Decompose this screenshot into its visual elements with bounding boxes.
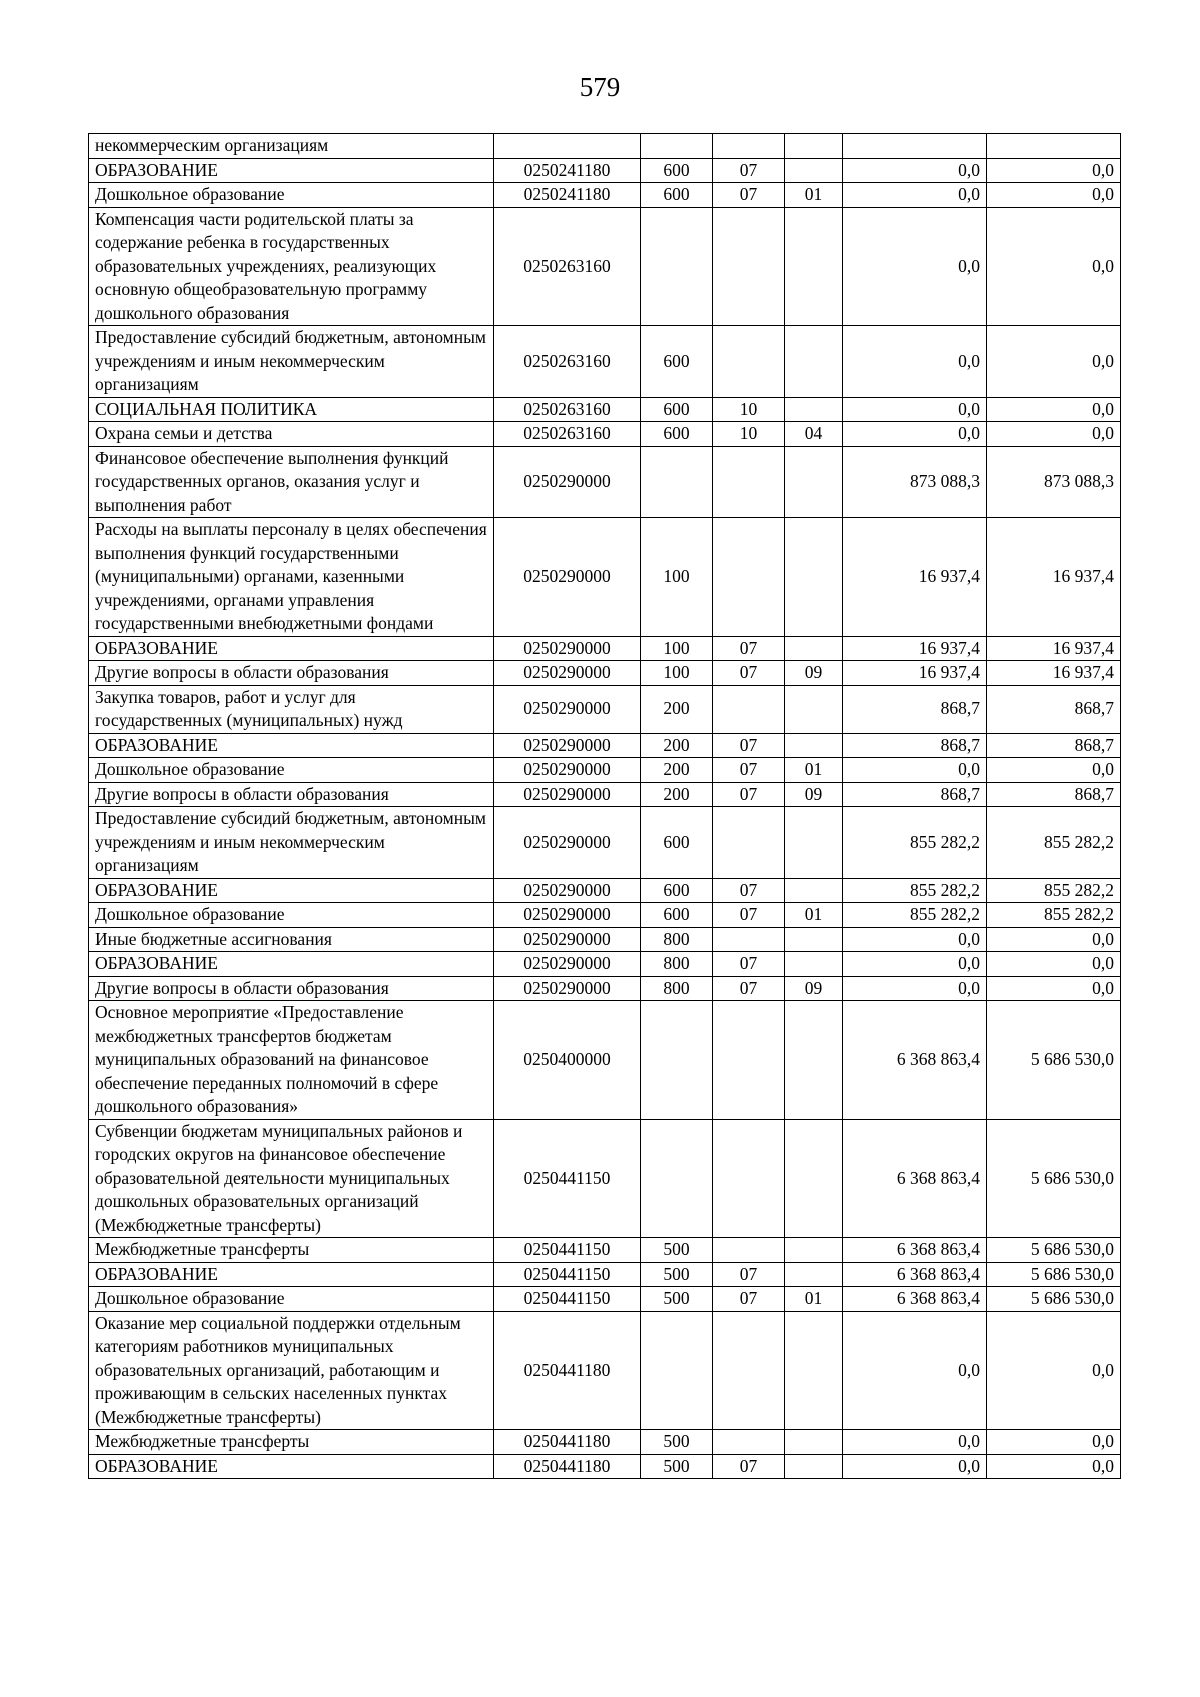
- amount-first: 855 282,2: [843, 807, 987, 879]
- subsection-code: 09: [785, 661, 843, 686]
- row-name: Дошкольное образование: [89, 183, 494, 208]
- section-code: [713, 326, 785, 398]
- section-code: 07: [713, 758, 785, 783]
- subsection-code: [785, 1119, 843, 1238]
- amount-first: 0,0: [843, 1311, 987, 1430]
- amount-first: 16 937,4: [843, 661, 987, 686]
- amount-first: 0,0: [843, 927, 987, 952]
- amount-second: 855 282,2: [987, 903, 1121, 928]
- target-article-code: 0250290000: [494, 733, 641, 758]
- amount-second: 0,0: [987, 927, 1121, 952]
- table-row: [89, 1119, 1121, 1238]
- target-article-code: 0250400000: [494, 1001, 641, 1120]
- section-code: [713, 1001, 785, 1120]
- subsection-code: 01: [785, 758, 843, 783]
- amount-second: 0,0: [987, 326, 1121, 398]
- table-body: [89, 134, 1121, 1479]
- target-article-code: 0250290000: [494, 952, 641, 977]
- amount-second: 868,7: [987, 782, 1121, 807]
- table-row: [89, 1311, 1121, 1430]
- amount-second: 873 088,3: [987, 446, 1121, 518]
- row-name: Дошкольное образование: [89, 903, 494, 928]
- amount-second: 16 937,4: [987, 518, 1121, 637]
- table-row: [89, 782, 1121, 807]
- row-name: Межбюджетные трансферты: [89, 1430, 494, 1455]
- amount-first: [843, 134, 987, 159]
- section-code: [713, 1430, 785, 1455]
- expense-type-code: [641, 446, 713, 518]
- row-name: ОБРАЗОВАНИЕ: [89, 1262, 494, 1287]
- target-article-code: 0250263160: [494, 397, 641, 422]
- amount-second: 0,0: [987, 158, 1121, 183]
- subsection-code: [785, 878, 843, 903]
- row-name: СОЦИАЛЬНАЯ ПОЛИТИКА: [89, 397, 494, 422]
- section-code: 07: [713, 636, 785, 661]
- section-code: 07: [713, 782, 785, 807]
- row-name: Субвенции бюджетам муниципальных районов и городских округов на финансовое обеспечение образовательной деятельности муниципальных дошкольных образовательных организаций (Межбюджетные трансферты): [89, 1119, 494, 1238]
- amount-second: 0,0: [987, 1430, 1121, 1455]
- amount-first: 16 937,4: [843, 636, 987, 661]
- expense-type-code: 500: [641, 1262, 713, 1287]
- expense-type-code: 200: [641, 782, 713, 807]
- table-row: [89, 733, 1121, 758]
- expense-type-code: 600: [641, 158, 713, 183]
- expense-type-code: 600: [641, 903, 713, 928]
- target-article-code: 0250441180: [494, 1454, 641, 1479]
- row-name: ОБРАЗОВАНИЕ: [89, 878, 494, 903]
- expense-type-code: 600: [641, 878, 713, 903]
- subsection-code: [785, 134, 843, 159]
- amount-first: 868,7: [843, 733, 987, 758]
- expense-type-code: 100: [641, 661, 713, 686]
- amount-second: 0,0: [987, 976, 1121, 1001]
- expense-type-code: [641, 134, 713, 159]
- expense-type-code: 500: [641, 1430, 713, 1455]
- amount-first: 0,0: [843, 758, 987, 783]
- row-name: Дошкольное образование: [89, 1287, 494, 1312]
- target-article-code: 0250441150: [494, 1238, 641, 1263]
- target-article-code: 0250290000: [494, 446, 641, 518]
- row-name: Финансовое обеспечение выполнения функций государственных органов, оказания услуг и выполнения работ: [89, 446, 494, 518]
- table-row: [89, 1454, 1121, 1479]
- row-name: Охрана семьи и детства: [89, 422, 494, 447]
- section-code: [713, 1311, 785, 1430]
- amount-second: 0,0: [987, 422, 1121, 447]
- amount-second: 868,7: [987, 685, 1121, 733]
- target-article-code: 0250263160: [494, 422, 641, 447]
- section-code: 07: [713, 976, 785, 1001]
- target-article-code: 0250290000: [494, 685, 641, 733]
- section-code: [713, 1119, 785, 1238]
- target-article-code: 0250290000: [494, 878, 641, 903]
- amount-first: 6 368 863,4: [843, 1287, 987, 1312]
- amount-first: 6 368 863,4: [843, 1238, 987, 1263]
- amount-first: 16 937,4: [843, 518, 987, 637]
- table-row: [89, 158, 1121, 183]
- target-article-code: 0250241180: [494, 158, 641, 183]
- subsection-code: [785, 518, 843, 637]
- row-name: Основное мероприятие «Предоставление межбюджетных трансфертов бюджетам муниципальных образований на финансовое обеспечение переданных полномочий в сфере дошкольного образования»: [89, 1001, 494, 1120]
- table-row: [89, 661, 1121, 686]
- expense-type-code: 500: [641, 1287, 713, 1312]
- target-article-code: 0250290000: [494, 661, 641, 686]
- row-name: Межбюджетные трансферты: [89, 1238, 494, 1263]
- amount-second: 868,7: [987, 733, 1121, 758]
- row-name: Предоставление субсидий бюджетным, автономным учреждениям и иным некоммерческим организациям: [89, 807, 494, 879]
- amount-second: 16 937,4: [987, 636, 1121, 661]
- row-name: Дошкольное образование: [89, 758, 494, 783]
- expense-type-code: 600: [641, 807, 713, 879]
- section-code: 07: [713, 1262, 785, 1287]
- amount-second: 0,0: [987, 952, 1121, 977]
- expense-type-code: 800: [641, 927, 713, 952]
- amount-second: 5 686 530,0: [987, 1119, 1121, 1238]
- subsection-code: [785, 807, 843, 879]
- amount-second: 5 686 530,0: [987, 1262, 1121, 1287]
- target-article-code: 0250290000: [494, 518, 641, 637]
- subsection-code: [785, 1454, 843, 1479]
- target-article-code: 0250290000: [494, 976, 641, 1001]
- amount-second: 0,0: [987, 183, 1121, 208]
- section-code: [713, 685, 785, 733]
- expense-type-code: [641, 1311, 713, 1430]
- section-code: 07: [713, 661, 785, 686]
- expense-type-code: 800: [641, 952, 713, 977]
- amount-first: 6 368 863,4: [843, 1262, 987, 1287]
- expense-type-code: [641, 1119, 713, 1238]
- target-article-code: 0250441180: [494, 1311, 641, 1430]
- row-name: Другие вопросы в области образования: [89, 661, 494, 686]
- subsection-code: [785, 1311, 843, 1430]
- amount-second: 0,0: [987, 397, 1121, 422]
- amount-second: 0,0: [987, 207, 1121, 326]
- subsection-code: 01: [785, 183, 843, 208]
- subsection-code: [785, 733, 843, 758]
- section-code: 07: [713, 878, 785, 903]
- amount-first: 0,0: [843, 1454, 987, 1479]
- amount-first: 0,0: [843, 1430, 987, 1455]
- subsection-code: 01: [785, 1287, 843, 1312]
- table-row: [89, 1238, 1121, 1263]
- target-article-code: 0250263160: [494, 207, 641, 326]
- target-article-code: 0250290000: [494, 927, 641, 952]
- amount-first: 868,7: [843, 782, 987, 807]
- row-name: Компенсация части родительской платы за содержание ребенка в государственных образовательных учреждениях, реализующих основную общеобразовательную программу дошкольного образования: [89, 207, 494, 326]
- subsection-code: [785, 326, 843, 398]
- subsection-code: [785, 158, 843, 183]
- target-article-code: 0250241180: [494, 183, 641, 208]
- target-article-code: 0250290000: [494, 758, 641, 783]
- table-row: [89, 326, 1121, 398]
- section-code: 07: [713, 733, 785, 758]
- subsection-code: [785, 1430, 843, 1455]
- table-row: [89, 878, 1121, 903]
- amount-first: 855 282,2: [843, 878, 987, 903]
- amount-first: 855 282,2: [843, 903, 987, 928]
- row-name: Оказание мер социальной поддержки отдельным категориям работников муниципальных образовательных организаций, работающим и проживающим в сельских населенных пунктах (Межбюджетные трансферты): [89, 1311, 494, 1430]
- target-article-code: 0250441180: [494, 1430, 641, 1455]
- section-code: 07: [713, 158, 785, 183]
- amount-second: 5 686 530,0: [987, 1001, 1121, 1120]
- section-code: 07: [713, 903, 785, 928]
- amount-second: 0,0: [987, 758, 1121, 783]
- expense-type-code: 500: [641, 1454, 713, 1479]
- expense-type-code: 600: [641, 397, 713, 422]
- subsection-code: [785, 636, 843, 661]
- target-article-code: 0250290000: [494, 903, 641, 928]
- target-article-code: 0250290000: [494, 807, 641, 879]
- amount-first: 873 088,3: [843, 446, 987, 518]
- section-code: 07: [713, 952, 785, 977]
- amount-second: 5 686 530,0: [987, 1238, 1121, 1263]
- subsection-code: [785, 1238, 843, 1263]
- table-row: [89, 518, 1121, 637]
- table-row: [89, 807, 1121, 879]
- table-row: [89, 758, 1121, 783]
- amount-second: 855 282,2: [987, 878, 1121, 903]
- target-article-code: 0250441150: [494, 1119, 641, 1238]
- table-row: [89, 1262, 1121, 1287]
- table-row: [89, 397, 1121, 422]
- expense-type-code: 200: [641, 758, 713, 783]
- expense-type-code: 100: [641, 518, 713, 637]
- section-code: 07: [713, 1287, 785, 1312]
- table-row: [89, 1287, 1121, 1312]
- subsection-code: [785, 207, 843, 326]
- budget-table: [88, 133, 1121, 1479]
- expense-type-code: [641, 1001, 713, 1120]
- section-code: [713, 927, 785, 952]
- section-code: [713, 518, 785, 637]
- amount-first: 0,0: [843, 976, 987, 1001]
- target-article-code: 0250263160: [494, 326, 641, 398]
- table-row: [89, 685, 1121, 733]
- table-row: [89, 976, 1121, 1001]
- expense-type-code: 600: [641, 326, 713, 398]
- expense-type-code: 600: [641, 422, 713, 447]
- section-code: [713, 134, 785, 159]
- subsection-code: [785, 1001, 843, 1120]
- row-name: Закупка товаров, работ и услуг для государственных (муниципальных) нужд: [89, 685, 494, 733]
- amount-first: 0,0: [843, 422, 987, 447]
- section-code: [713, 446, 785, 518]
- amount-first: 0,0: [843, 397, 987, 422]
- table-row: [89, 636, 1121, 661]
- amount-second: 855 282,2: [987, 807, 1121, 879]
- amount-first: 868,7: [843, 685, 987, 733]
- expense-type-code: 800: [641, 976, 713, 1001]
- row-name: ОБРАЗОВАНИЕ: [89, 733, 494, 758]
- amount-second: 0,0: [987, 1311, 1121, 1430]
- expense-type-code: 500: [641, 1238, 713, 1263]
- target-article-code: 0250441150: [494, 1262, 641, 1287]
- section-code: 10: [713, 397, 785, 422]
- amount-first: 0,0: [843, 158, 987, 183]
- target-article-code: [494, 134, 641, 159]
- amount-first: 6 368 863,4: [843, 1001, 987, 1120]
- table-row: [89, 927, 1121, 952]
- page-number: 579: [579, 72, 621, 102]
- expense-type-code: 200: [641, 685, 713, 733]
- amount-second: 5 686 530,0: [987, 1287, 1121, 1312]
- amount-second: 16 937,4: [987, 661, 1121, 686]
- table-row: [89, 446, 1121, 518]
- row-name: Расходы на выплаты персоналу в целях обеспечения выполнения функций государственными (муниципальными) органами, казенными учреждениями, органами управления государственными внебюджетными фондами: [89, 518, 494, 637]
- table-row: [89, 183, 1121, 208]
- subsection-code: 04: [785, 422, 843, 447]
- table-row: [89, 903, 1121, 928]
- row-name: Иные бюджетные ассигнования: [89, 927, 494, 952]
- table-row: [89, 952, 1121, 977]
- subsection-code: 09: [785, 782, 843, 807]
- subsection-code: [785, 952, 843, 977]
- target-article-code: 0250290000: [494, 636, 641, 661]
- target-article-code: 0250290000: [494, 782, 641, 807]
- row-name: ОБРАЗОВАНИЕ: [89, 1454, 494, 1479]
- row-name: ОБРАЗОВАНИЕ: [89, 636, 494, 661]
- section-code: [713, 207, 785, 326]
- row-name: Другие вопросы в области образования: [89, 782, 494, 807]
- subsection-code: [785, 446, 843, 518]
- amount-first: 6 368 863,4: [843, 1119, 987, 1238]
- table-row: [89, 422, 1121, 447]
- subsection-code: [785, 1262, 843, 1287]
- amount-first: 0,0: [843, 207, 987, 326]
- row-name: ОБРАЗОВАНИЕ: [89, 952, 494, 977]
- row-name: Другие вопросы в области образования: [89, 976, 494, 1001]
- subsection-code: [785, 397, 843, 422]
- section-code: 07: [713, 1454, 785, 1479]
- section-code: 07: [713, 183, 785, 208]
- section-code: [713, 807, 785, 879]
- expense-type-code: 200: [641, 733, 713, 758]
- table-row: [89, 207, 1121, 326]
- row-name: некоммерческим организациям: [89, 134, 494, 159]
- section-code: 10: [713, 422, 785, 447]
- target-article-code: 0250441150: [494, 1287, 641, 1312]
- row-name: Предоставление субсидий бюджетным, автономным учреждениям и иным некоммерческим организациям: [89, 326, 494, 398]
- subsection-code: [785, 927, 843, 952]
- expense-type-code: 600: [641, 183, 713, 208]
- amount-second: 0,0: [987, 1454, 1121, 1479]
- amount-first: 0,0: [843, 326, 987, 398]
- subsection-code: 01: [785, 903, 843, 928]
- amount-second: [987, 134, 1121, 159]
- table-row: [89, 134, 1121, 159]
- section-code: [713, 1238, 785, 1263]
- subsection-code: 09: [785, 976, 843, 1001]
- amount-first: 0,0: [843, 183, 987, 208]
- expense-type-code: 100: [641, 636, 713, 661]
- expense-type-code: [641, 207, 713, 326]
- table-row: [89, 1001, 1121, 1120]
- row-name: ОБРАЗОВАНИЕ: [89, 158, 494, 183]
- subsection-code: [785, 685, 843, 733]
- amount-first: 0,0: [843, 952, 987, 977]
- table-row: [89, 1430, 1121, 1455]
